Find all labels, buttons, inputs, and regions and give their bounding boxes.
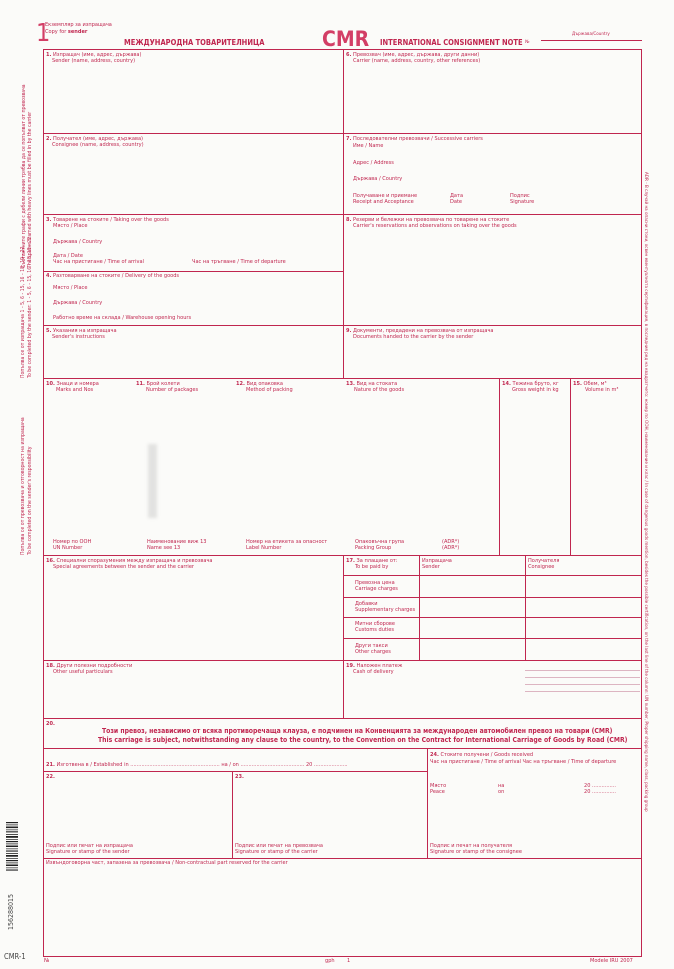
col-11-label-en: Number of packages [146,387,199,393]
col-10-label-en: Marks and Nos [56,387,94,393]
field-24-label: 24. Стоките получени / Goods received [430,752,534,758]
field-7-receipt-bg: Получаване и приемане [353,193,418,199]
left-margin-note-bot1: Попълва се от превозвача и отговорност на изпращача [20,417,26,555]
field-24-place-en: Peace [430,789,445,795]
left-margin-note-bot2: To be completed on the sender's responsibility [27,446,33,555]
cmr-logo: CMR [322,27,370,51]
field-3-departure: Час на тръгване / Time of departure [192,259,286,265]
field-3-place: Място / Place [53,223,88,229]
packing-group-label-en: Packing Group [355,545,392,551]
col-10-label: 10. Знаци и номера [46,381,99,387]
title-en: INTERNATIONAL CONSIGNMENT NOTE [380,38,523,47]
field-3-arrival: Час на пристигане / Time of arrival [53,259,144,265]
col-12-label: 12. Вид опаковка [236,381,283,387]
field-5-label-en: Sender's instructions [52,334,105,340]
field-4-hours: Работно време на склада / Warehouse opening hours [53,315,192,321]
field-22-sig-bg: Подпис или печат на изпращача [46,843,133,849]
field-1-label: 1. Изпращач (име, адрес, държава) [46,52,142,58]
copy-number-glyph: 1 [36,18,51,47]
col-15-label: 15. Обем, м³ [573,381,607,387]
field-7-date-bg: Дата [450,193,464,199]
field-24-times: Час на пристигане / Time of arrival Час на тръгване / Time of departure [430,759,617,765]
field-17-label: 17. За плащане от: [346,558,398,564]
charge-row-2-en: Supplementary charges [355,607,416,613]
name-see-13-label-en: Name see 13 [147,545,181,551]
field-8-label: 8. Резерви и бележки на превозвача по товарене на стоките [346,217,510,223]
pay-consignee-en: Consignee [528,564,555,570]
field-18-label-en: Other useful particulars [53,669,113,675]
field-20-num: 20. [46,721,55,727]
field-24-place-bg: Място [430,783,447,789]
col-13-label-en: Nature of the goods [354,387,405,393]
field-16-label-en: Special agreements between the sender and the carrier [53,564,194,570]
copy-label-en: Copy for sender [45,29,88,35]
field-7-label: 7. Последователни превозвачи / Successive carriers [346,136,483,142]
left-margin-note-top: Съответните графи с дебели линии трябва да се попълват от превозвача [21,84,27,268]
field-5-label: 5. Указания на изпращача [46,328,117,334]
charge-row-1-en: Carriage charges [355,586,398,592]
left-margin-note-mid1: Попълва се от изпращача 1 - 5, 6 - 15, 16 - 18, 19 - 22 [20,246,26,378]
field-2-label-en: Consignee (name, address, country) [52,142,144,148]
field-6-label: 6. Превозвач (име, адрес, държава, други данни) [346,52,480,58]
country-label: Държава/Country [572,32,610,37]
title-bg: МЕЖДУНАРОДНА ТОВАРИТЕЛНИЦА [124,38,265,47]
adr-marker-1: (ADR*) [442,539,460,545]
col-11-label: 11. Брой колети [136,381,180,387]
field-9-label: 9. Документи, предадени на превозвача от изпращача [346,328,494,334]
pay-sender-bg: Изпращача [422,558,452,564]
field-16-label: 16. Специални споразумения между изпращача и превозвача [46,558,213,564]
field-18-label: 18. Други полезни подробности [46,663,133,669]
field-24-year-2: 20 ............... [584,789,616,795]
field-4-label: 4. Разтоварване на стоките / Delivery of the goods [46,273,180,279]
field-23-num: 23. [235,774,244,780]
un-number-label: Номер по ООН [53,539,92,545]
adr-marker-2: (ADR*) [442,545,460,551]
danger-label-number: Номер на етикета за опасност [246,539,328,545]
field-8-label-en: Carrier's reservations and observations on taking over the goods [353,223,517,229]
col-12-label-en: Method of packing [246,387,293,393]
field-23-sig-en: Signature or stamp of the carrier [235,849,318,855]
footer-cmr1: CMR-1 [4,952,26,961]
consignee-sig-bg: Подпис и печат на получателя [430,843,512,849]
charge-row-4-en: Other charges [355,649,391,655]
charge-row-3-en: Customs duties [355,627,394,633]
charge-row-4-bg: Други такси [355,643,388,649]
field-3-date: Дата / Date [53,253,83,259]
field-9-label-en: Documents handed to the carrier by the sender [353,334,474,340]
field-17-label-en: To be paid by [355,564,389,570]
field-7-receipt-en: Receipt and Acceptance [353,199,414,205]
field-19-label-en: Cash of delivery [353,669,394,675]
field-24-on-en: on [498,789,505,795]
field-4-place: Място / Place [53,285,88,291]
field-21-label: 21. Изготвена в / Established in ........................................................ на / on ........................................ 20 ..................... [46,762,348,768]
consignee-sig-en: Signature or stamp of the consignee [430,849,522,855]
field-7-country: Държава / Country [353,176,403,182]
field-7-address: Адрес / Address [353,160,394,166]
field-1-label-en: Sender (name, address, country) [52,58,136,64]
name-see-13-label: Наименование виж 13 [147,539,207,545]
footer-model: Modele IRU 2007 [590,958,633,964]
field-7-name: Име / Name [353,143,384,149]
field-3-country: Държава / Country [53,239,103,245]
pay-consignee-bg: Получателя [528,558,560,564]
footer-one: 1 [347,958,351,964]
barcode-number: 156288015 [7,893,15,930]
danger-label-number-en: Label Number [246,545,282,551]
right-margin-note: ADR - В случай на опасни стоки, освен евентуалната сертификация, в последния ред на квадратчето: номер по ООН, наименование и клас / In case of dangerous goods mention, besides the possible certification, on the last line of the column: UN number, Proper shipping name, class, packing group [643,172,648,812]
field-4-country: Държава / Country [53,300,103,306]
col-15-label-en: Volume in m³ [585,387,619,393]
field-23-sig-bg: Подпис или печат на превозвача [235,843,323,849]
footer-gph: gph [325,958,335,964]
footer-no: № [44,958,50,964]
col-13-label: 13. Вид на стоката [346,381,398,387]
field-22-sig-en: Signature or stamp of the sender [46,849,130,855]
packing-group-label: Опаковъчна група [355,539,405,545]
nr-label: № [525,40,530,45]
field-3-label: 3. Товарене на стоките / Taking over the goods [46,217,169,223]
field-7-sig-bg: Подпис [510,193,530,199]
field-2-label: 2. Получател (име, адрес, държава) [46,136,143,142]
charge-row-1-bg: Превозна цена [355,580,395,586]
col-14-label: 14. Тежина бруто, кг [502,381,559,387]
field-19-label: 19. Наложен платеж [346,663,403,669]
charge-row-2-bg: Добавки [355,601,378,607]
non-contractual-label: Извъндоговорна част, запазена за превозвача / Non-contractual part reserved for the carrier [46,860,288,866]
field-20-text-bg: Този превоз, независимо от всяка противоречаща клауза, е подчинен на Конвенцията за международен автомобилен превоз на товари (CMR) [102,727,613,735]
left-margin-note-top2: The spaces framed with heavy lines must be filled in by the carrier [27,111,33,268]
field-22-num: 22. [46,774,55,780]
field-24-year-1: 20 ............... [584,783,616,789]
field-7-sig-en: Signature [510,199,535,205]
field-6-label-en: Carrier (name, address, country, other references) [353,58,481,64]
field-20-text-en: This carriage is subject, notwithstanding any clause to the country, to the Convention on the Contract for International Carriage of Goods by Road (CMR) [98,736,628,744]
pay-sender-en: Sender [422,564,440,570]
left-margin-note-mid2: To be completed by the sender: 1 - 5, 6 - 15, 16 - 18, 19 - 22 [27,236,33,378]
col-14-label-en: Gross weight in kg [512,387,559,393]
copy-label-bg: Екземпляр за изпращача [45,22,112,28]
charge-row-3-bg: Митни сборове [355,621,395,627]
field-7-date-en: Date [450,199,463,205]
field-24-on-bg: на [498,783,505,789]
faded-print-smudge [148,444,157,518]
un-number-label-en: UN Number [53,545,83,551]
